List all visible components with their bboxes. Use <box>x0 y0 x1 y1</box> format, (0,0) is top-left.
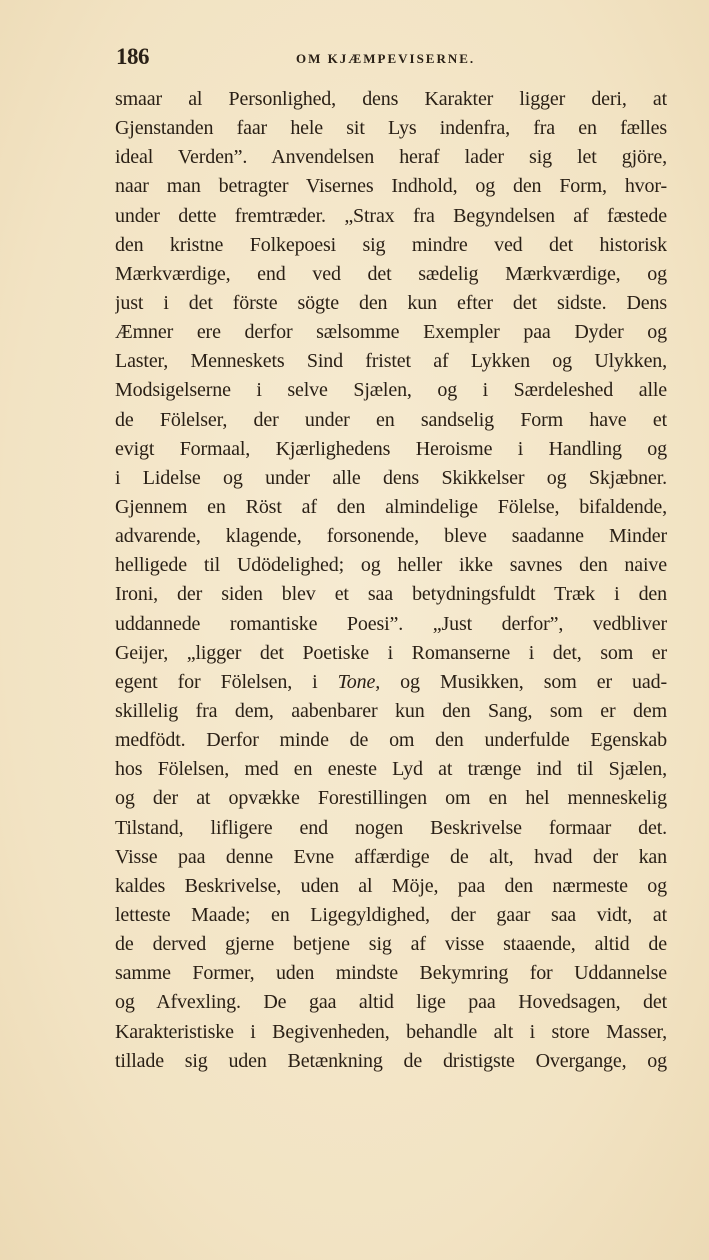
text-line: evigt Formaal, Kjærlighedens Heroisme i Handling og <box>115 437 667 460</box>
page-number: 186 <box>116 44 149 69</box>
body-text <box>115 85 667 1076</box>
text-line: just i det förste sögte den kun efter det sidste. Dens <box>115 291 667 314</box>
italic-text: Tone, <box>337 670 381 693</box>
text-line: smaar al Personlighed, dens Karakter ligger deri, at <box>115 88 667 110</box>
text-line: de derved gjerne betjene sig af visse staaende, altid de <box>115 933 667 956</box>
text-segment: egent for Fölelsen, i <box>115 670 338 693</box>
text-line: og Afvexling. De gaa altid lige paa Hovedsagen, det <box>115 991 667 1014</box>
text-line: Modsigelserne i selve Sjælen, og i Særdeleshed alle <box>115 379 667 402</box>
text-line: Gjenstanden faar hele sit Lys indenfra, fra en fælles <box>115 117 667 140</box>
text-line: og der at opvække Forestillingen om en hel menneskelig <box>115 787 667 810</box>
text-line: de Fölelser, der under en sandselig Form have et <box>115 408 667 431</box>
text-line: medfödt. Derfor minde de om den underfulde Egenskab <box>115 729 667 752</box>
text-line: i Lidelse og under alle dens Skikkelser og Skjæbner. <box>115 466 667 489</box>
text-line: helligede til Udödelighed; og heller ikke savnes den naive <box>115 554 667 577</box>
text-line: naar man betragter Visernes Indhold, og den Form, hvor- <box>115 175 667 198</box>
text-line: uddannede romantiske Poesi”. „Just derfor”, vedbliver <box>115 612 667 635</box>
text-line: under dette fremtræder. „Strax fra Begyndelsen af fæstede <box>115 204 667 227</box>
text-line: letteste Maade; en Ligegyldighed, der gaar saa vidt, at <box>115 903 667 926</box>
text-segment: og Musikken, som er uad- <box>380 670 667 693</box>
text-line: Tilstand, lifligere end nogen Beskrivelse formaar det. <box>115 816 667 839</box>
text-line: Visse paa denne Evne affærdige de alt, hvad der kan <box>115 845 667 868</box>
text-line: advarende, klagende, forsonende, bleve saadanne Minder <box>115 525 667 548</box>
text-line: Laster, Menneskets Sind fristet af Lykken og Ulykken, <box>115 350 667 373</box>
text-line: Karakteristiske i Begivenheden, behandle alt i store Masser, <box>115 1020 667 1043</box>
text-line: samme Former, uden mindste Bekymring for Uddannelse <box>115 962 667 985</box>
text-line: hos Fölelsen, med en eneste Lyd at trænge ind til Sjælen, <box>115 758 667 781</box>
text-line: tillade sig uden Betænkning de dristigste Overgange, og <box>115 1049 667 1072</box>
text-line <box>115 668 667 697</box>
text-line: kaldes Beskrivelse, uden al Möje, paa den nærmeste og <box>115 874 667 897</box>
text-line: Æmner ere derfor sælsomme Exempler paa Dyder og <box>115 321 667 344</box>
text-line: den kristne Folkepoesi sig mindre ved det historisk <box>115 233 667 256</box>
text-line: Geijer, „ligger det Poetiske i Romanserne i det, som er <box>115 641 667 664</box>
text-line: ideal Verden”. Anvendelsen heraf lader sig let gjöre, <box>115 146 667 169</box>
text-line: Mærkværdige, end ved det sædelig Mærkværdige, og <box>115 262 667 285</box>
text-line: Gjennem en Röst af den almindelige Fölelse, bifaldende, <box>115 495 667 518</box>
running-title: OM KJÆMPEVISERNE. <box>296 51 476 66</box>
text-line: Ironi, der siden blev et saa betydningsfuldt Træk i den <box>115 583 667 606</box>
text-line: skillelig fra dem, aabenbarer kun den Sang, som er dem <box>115 699 667 722</box>
